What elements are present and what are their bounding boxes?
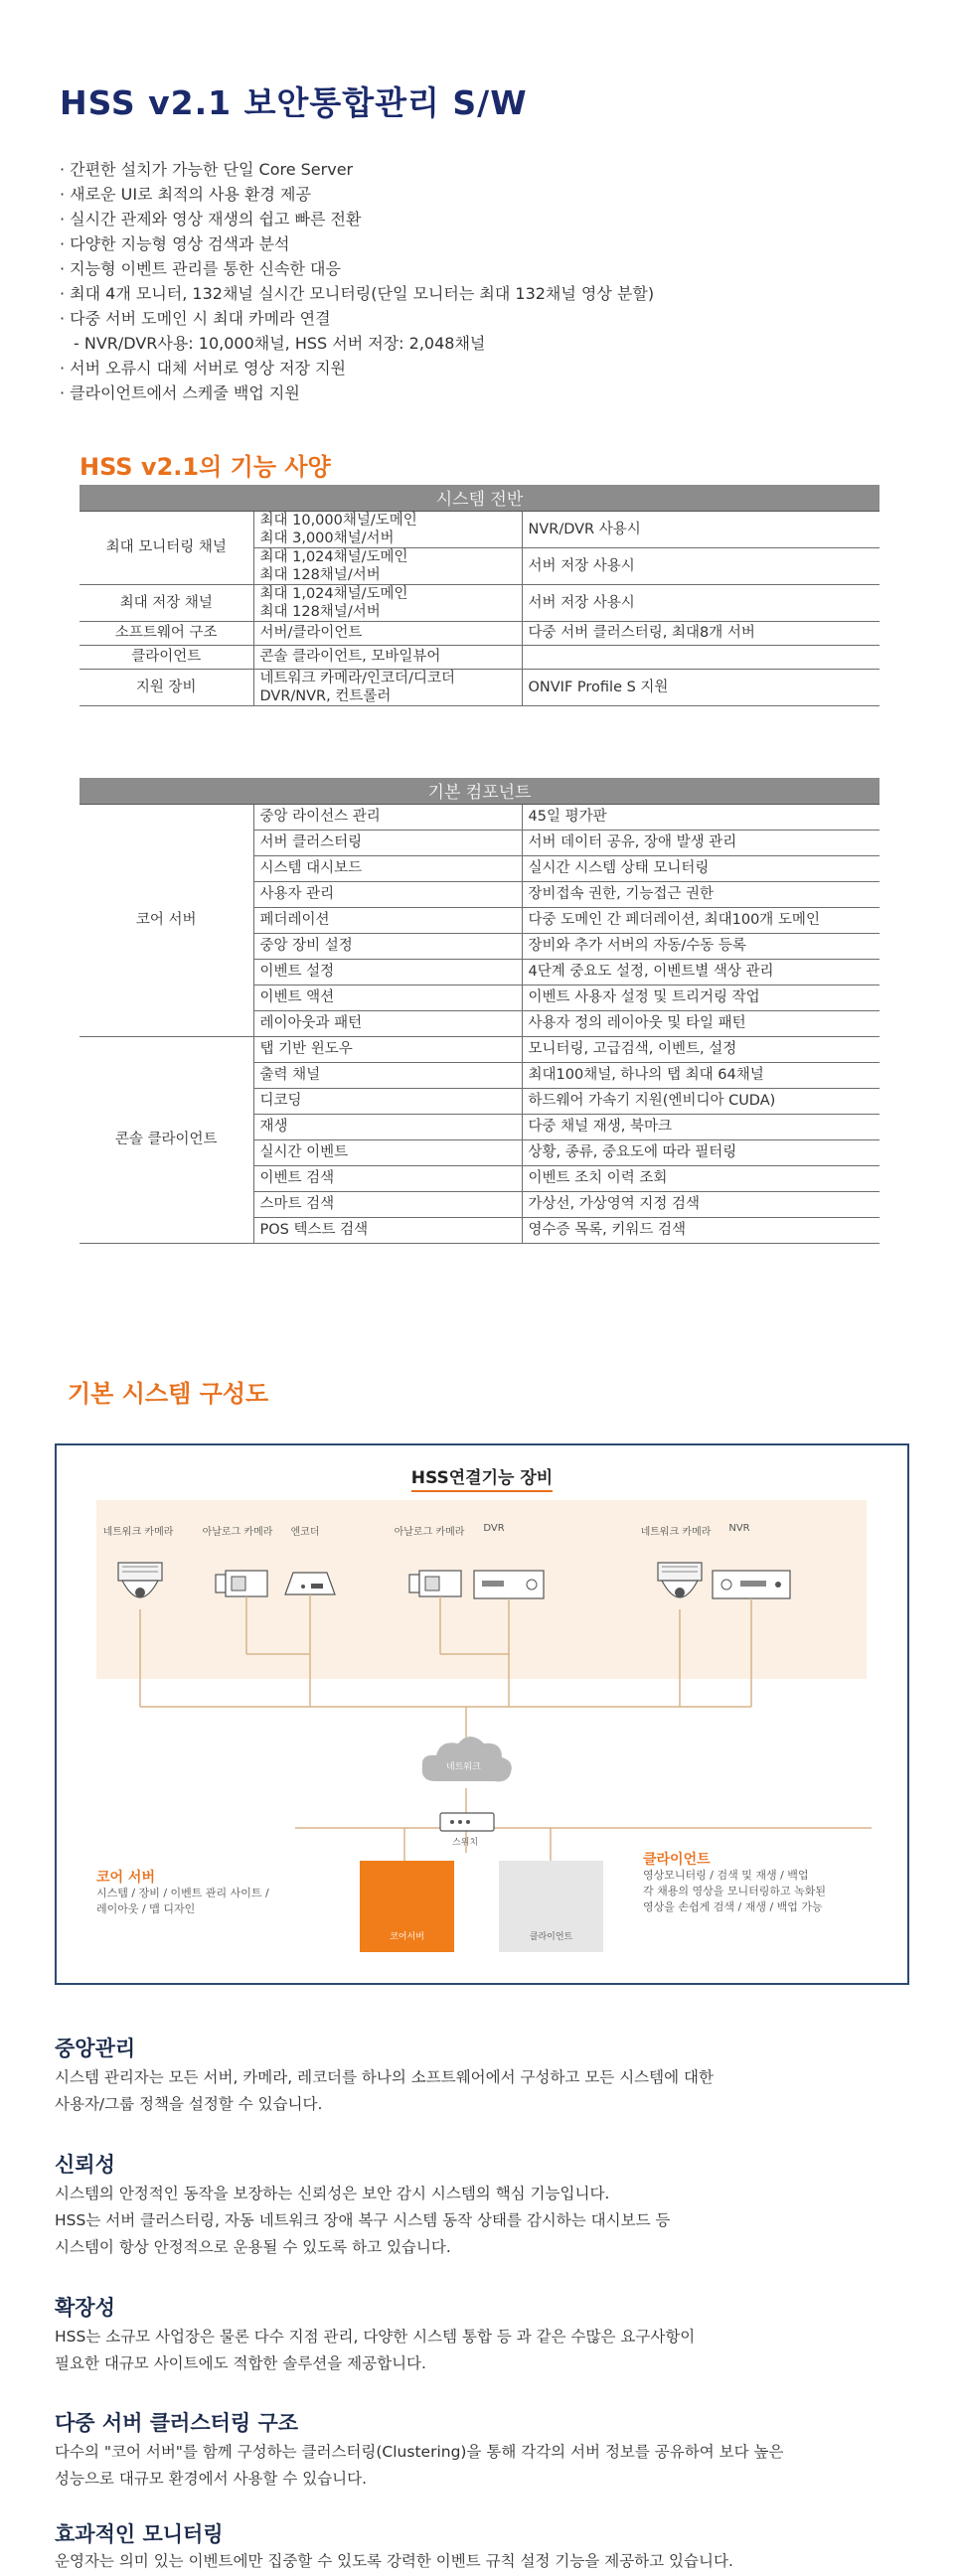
component-desc: 다중 도메인 간 페더레이션, 최대100개 도메인 xyxy=(522,907,879,933)
row-spec: 서버/클라이언트 xyxy=(253,621,522,645)
device-label: NVR xyxy=(728,1523,750,1534)
device-label: 아날로그 카메라 xyxy=(202,1527,273,1538)
component-name: 사용자 관리 xyxy=(253,881,522,907)
component-desc: 이벤트 조치 이력 조회 xyxy=(522,1165,879,1191)
row-note: ONVIF Profile S 지원 xyxy=(522,669,879,705)
component-group-label: 콘솔 클라이언트 xyxy=(80,1036,253,1243)
network-camera-icon xyxy=(118,1563,162,1597)
row-spec: 콘솔 클라이언트, 모바일뷰어 xyxy=(253,645,522,669)
bullet-item: · 지능형 이벤트 관리를 통한 신속한 대응 xyxy=(60,259,341,278)
client-title: 클라이언트 xyxy=(643,1852,711,1868)
row-note xyxy=(522,645,879,669)
table-row xyxy=(80,1036,879,1062)
feature-text: 시스템 관리자는 모든 서버, 카메라, 레코더를 하나의 소프트웨어에서 구성하고 모든 시스템에 대한 사용자/그룹 정책을 설정할 수 있습니다. xyxy=(55,2068,714,2113)
component-desc: 장비접속 권한, 기능접근 권한 xyxy=(522,881,879,907)
spec-section-title: HSS v2.1의 기능 사양 xyxy=(80,453,331,481)
feature-title: 중앙관리 xyxy=(55,2037,136,2060)
analog-camera-icon xyxy=(216,1571,267,1596)
client-box xyxy=(499,1861,603,1952)
component-desc: 사용자 정의 레이아웃 및 타일 패턴 xyxy=(522,1010,879,1036)
table-row xyxy=(80,511,879,547)
row-category: 최대 저장 채널 xyxy=(80,584,253,621)
bullet-item: · 최대 4개 모니터, 132채널 실시간 모니터링(단일 모니터는 최대 132채널 영상 분할) xyxy=(60,284,655,303)
bullet-item: · 다양한 지능형 영상 검색과 분석 xyxy=(60,234,290,253)
component-name: 레이아웃과 패턴 xyxy=(253,1010,522,1036)
component-desc: 실시간 시스템 상태 모니터링 xyxy=(522,855,879,881)
component-table-header: 기본 컴포넌트 xyxy=(80,778,879,804)
component-name: 재생 xyxy=(253,1114,522,1139)
component-name: 출력 채널 xyxy=(253,1062,522,1088)
system-diagram xyxy=(55,1443,909,1985)
component-name: 스마트 검색 xyxy=(253,1191,522,1217)
system-table-header: 시스템 전반 xyxy=(80,485,879,511)
component-desc: 하드웨어 가속기 지원(엔비디아 CUDA) xyxy=(522,1088,879,1114)
row-spec: 최대 1,024채널/도메인 최대 128채널/서버 xyxy=(253,547,522,584)
component-desc: 4단계 중요도 설정, 이벤트별 색상 관리 xyxy=(522,959,879,985)
device-label: 네트워크 카메라 xyxy=(640,1527,712,1538)
system-spec-table xyxy=(80,485,879,706)
diagram-title: HSS연결기능 장비 xyxy=(57,1463,907,1488)
analog-camera-icon xyxy=(409,1571,461,1596)
dvr-icon xyxy=(474,1571,544,1598)
component-desc: 다중 채널 재생, 북마크 xyxy=(522,1114,879,1139)
feature-title: 다중 서버 클러스터링 구조 xyxy=(55,2411,299,2435)
component-desc: 모니터링, 고급검색, 이벤트, 설정 xyxy=(522,1036,879,1062)
component-desc: 가상선, 가상영역 지정 검색 xyxy=(522,1191,879,1217)
client-box-label: 클라이언트 xyxy=(529,1932,573,1942)
bullet-item: · 다중 서버 도메인 시 최대 카메라 연결 xyxy=(60,309,331,328)
row-spec: 네트워크 카메라/인코더/디코더 DVR/NVR, 컨트롤러 xyxy=(253,669,522,705)
row-note: 서버 저장 사용시 xyxy=(522,547,879,584)
bullet-item: · 클라이언트에서 스케줄 백업 지원 xyxy=(60,383,300,402)
core-server-desc: 시스템 / 장비 / 이벤트 관리 사이트 / 레이아웃 / 맵 디자인 xyxy=(96,1887,269,1915)
row-category: 클라이언트 xyxy=(80,645,253,669)
encoder-icon xyxy=(285,1573,335,1594)
component-name: 시스템 대시보드 xyxy=(253,855,522,881)
table-row xyxy=(80,669,879,705)
component-name: 이벤트 설정 xyxy=(253,959,522,985)
feature-text: 다수의 "코어 서버"를 함께 구성하는 클러스터링(Clustering)을 통해 각각의 서버 정보를 공유하여 보다 높은 성능으로 대규모 환경에서 사용할 수 있습니다. xyxy=(55,2443,784,2488)
row-spec: 최대 1,024채널/도메인 최대 128채널/서버 xyxy=(253,584,522,621)
feature-title: 효과적인 모니터링 xyxy=(55,2522,224,2546)
component-name: 페더레이션 xyxy=(253,907,522,933)
row-category: 최대 모니터링 채널 xyxy=(80,511,253,584)
component-desc: 상황, 종류, 중요도에 따라 필터링 xyxy=(522,1139,879,1165)
component-name: 이벤트 액션 xyxy=(253,985,522,1010)
component-desc: 최대100채널, 하나의 탭 최대 64채널 xyxy=(522,1062,879,1088)
client-desc: 영상모니터링 / 검색 및 재생 / 백업 각 채용의 영상을 모니터링하고 녹화된 영상을 손쉽게 검색 / 재생 / 백업 가능 xyxy=(643,1869,827,1913)
switch-icon xyxy=(440,1813,494,1831)
component-name: 탭 기반 윈도우 xyxy=(253,1036,522,1062)
page-title: HSS v2.1 보안통합관리 S/W xyxy=(60,83,528,122)
component-name: 이벤트 검색 xyxy=(253,1165,522,1191)
core-server-title: 코어 서버 xyxy=(96,1870,155,1886)
bullet-item: · 실시간 관제와 영상 재생의 쉽고 빠른 전환 xyxy=(60,210,362,228)
component-name: 디코딩 xyxy=(253,1088,522,1114)
component-name: 중앙 장비 설정 xyxy=(253,933,522,959)
device-label: 아날로그 카메라 xyxy=(394,1527,465,1538)
component-desc: 영수증 목록, 키워드 검색 xyxy=(522,1217,879,1243)
switch-label: 스위치 xyxy=(452,1838,479,1848)
connection-lines xyxy=(140,1594,872,1861)
component-desc: 장비와 추가 서버의 자동/수동 등록 xyxy=(522,933,879,959)
network-label: 네트워크 xyxy=(446,1762,481,1772)
bullet-item: · 서버 오류시 대체 서버로 영상 저장 지원 xyxy=(60,359,346,378)
feature-title: 신뢰성 xyxy=(55,2153,115,2177)
component-desc: 이벤트 사용자 설정 및 트리거링 작업 xyxy=(522,985,879,1010)
row-note: 다중 서버 클러스터링, 최대8개 서버 xyxy=(522,621,879,645)
row-category: 소프트웨어 구조 xyxy=(80,621,253,645)
table-row xyxy=(80,645,879,669)
bullet-item: · 새로운 UI로 최적의 사용 환경 제공 xyxy=(60,185,311,204)
table-row xyxy=(80,804,879,830)
component-desc: 45일 평가판 xyxy=(522,804,879,830)
component-name: 실시간 이벤트 xyxy=(253,1139,522,1165)
feature-bullet-list xyxy=(60,157,654,405)
bullet-item: · 간편한 설치가 가능한 단일 Core Server xyxy=(60,160,354,179)
table-row xyxy=(80,584,879,621)
feature-text: 시스템의 안정적인 동작을 보장하는 신뢰성은 보안 감시 시스템의 핵심 기능입니다. HSS는 서버 클러스터링, 자동 네트워크 장애 복구 시스템 동작 상태를 감시하는 대시보드 등 시스템이 항상 안정적으로 운용될 수 있도록 하고 있습니다. xyxy=(55,2185,671,2256)
row-note: 서버 저장 사용시 xyxy=(522,584,879,621)
component-name: 중앙 라이선스 관리 xyxy=(253,804,522,830)
diagram-section-title: 기본 시스템 구성도 xyxy=(68,1380,269,1408)
bullet-subitem: - NVR/DVR사용: 10,000채널, HSS 서버 저장: 2,048채널 xyxy=(74,334,486,353)
device-label: 엔코더 xyxy=(290,1527,320,1538)
row-category: 지원 장비 xyxy=(80,669,253,705)
row-note: NVR/DVR 사용시 xyxy=(522,511,879,547)
component-group-label: 코어 서버 xyxy=(80,804,253,1036)
device-label: DVR xyxy=(483,1523,505,1534)
device-label: 네트워크 카메라 xyxy=(102,1527,174,1538)
component-desc: 서버 데이터 공유, 장애 발생 관리 xyxy=(522,830,879,855)
feature-text: 운영자는 의미 있는 이벤트에만 집중할 수 있도록 강력한 이벤트 규칙 설정 기능을 제공하고 있습니다. xyxy=(55,2552,733,2570)
network-camera-icon xyxy=(658,1563,702,1597)
table-row xyxy=(80,621,879,645)
core-server-box xyxy=(360,1861,454,1952)
component-name: POS 텍스트 검색 xyxy=(253,1217,522,1243)
core-server-box-label: 코어서버 xyxy=(390,1932,424,1942)
row-spec: 최대 10,000채널/도메인 최대 3,000채널/서버 xyxy=(253,511,522,547)
nvr-icon xyxy=(713,1571,790,1598)
feature-title: 확장성 xyxy=(55,2296,115,2320)
feature-text: HSS는 소규모 사업장은 물론 다수 지점 관리, 다양한 시스템 통합 등 과 같은 수많은 요구사항이 필요한 대규모 사이트에도 적합한 솔루션을 제공합니다. xyxy=(55,2328,696,2372)
component-name: 서버 클러스터링 xyxy=(253,830,522,855)
component-spec-table xyxy=(80,778,879,1244)
